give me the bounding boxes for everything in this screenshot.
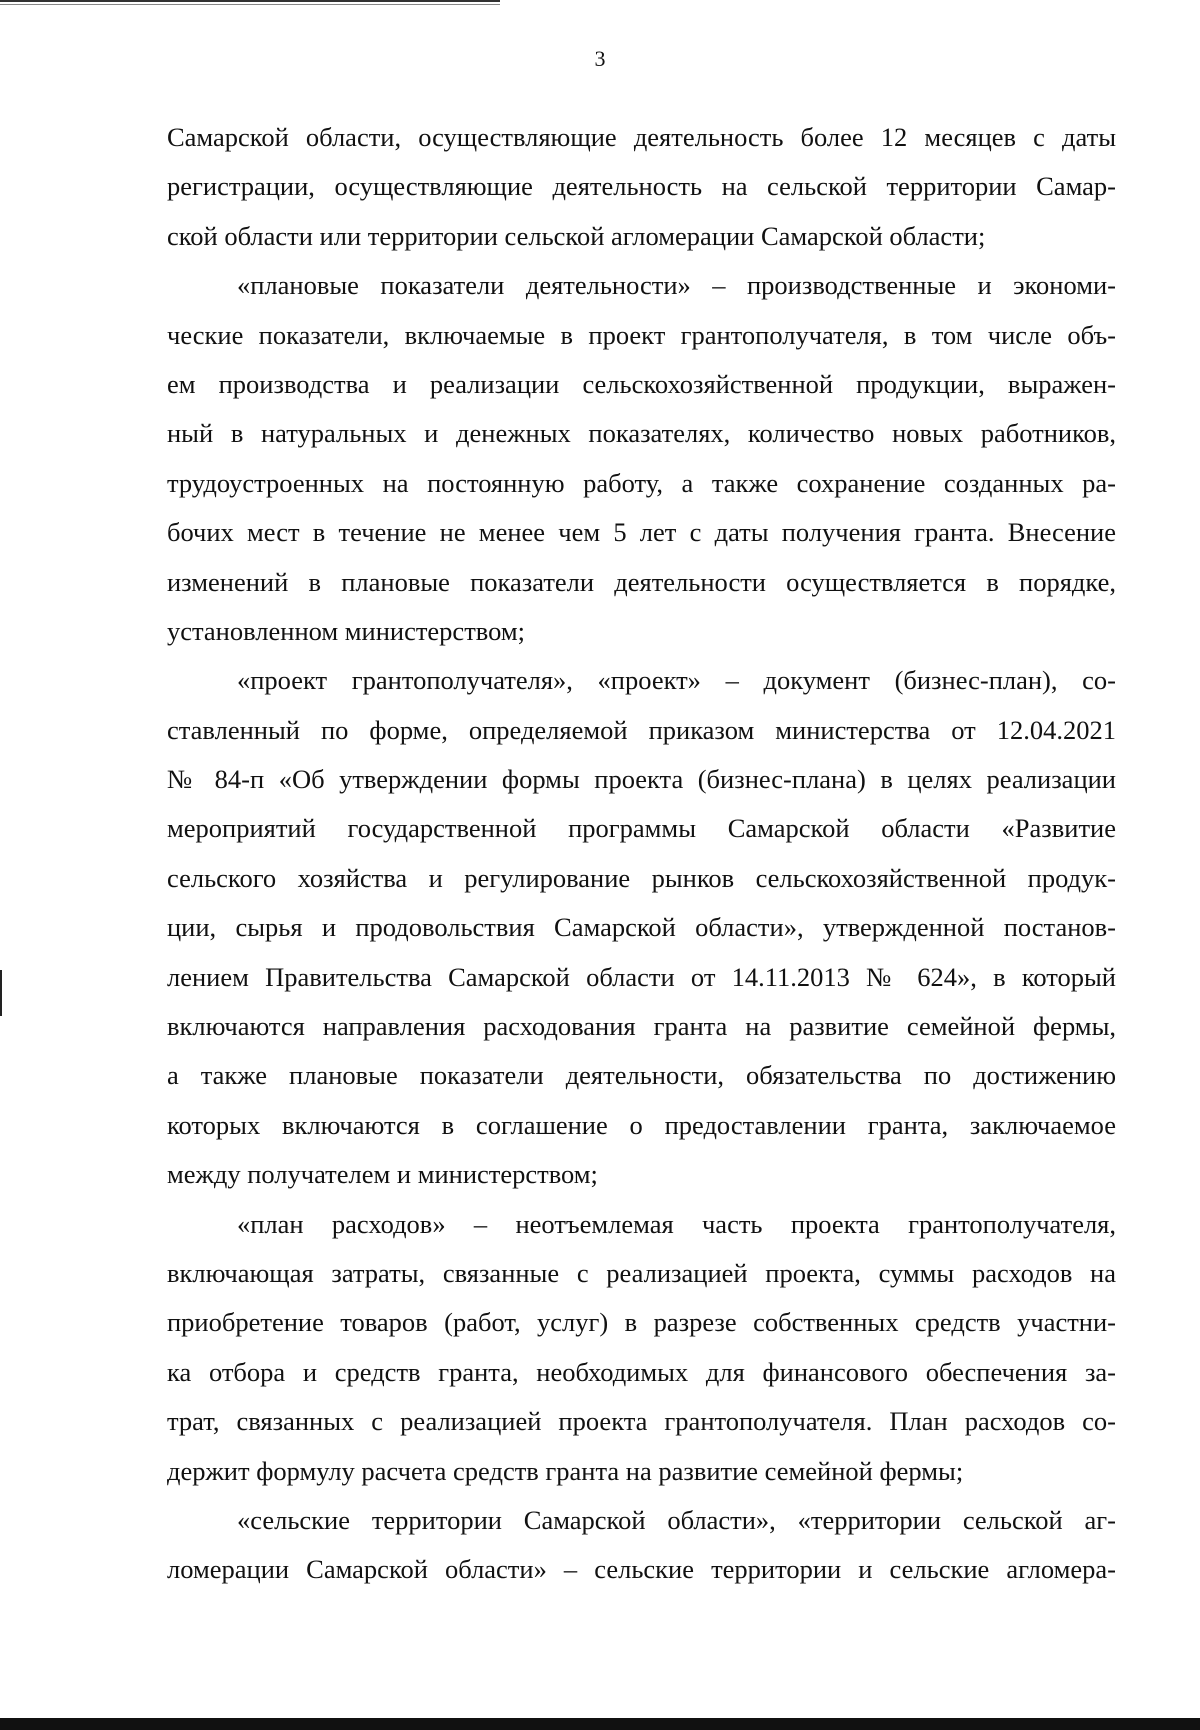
text-line: а также плановые показатели деятельности, обязательства по достижению: [167, 1060, 1116, 1091]
scan-edge-left-mark: [0, 970, 2, 1016]
text-line: трат, связанных с реализацией проекта грантополучателя. План расходов со-: [167, 1406, 1116, 1437]
text-line: «сельские территории Самарской области», «территории сельской аг-: [237, 1504, 1116, 1535]
text-line: «проект грантополучателя», «проект» – документ (бизнес-план), со-: [237, 665, 1116, 696]
scan-edge-bottom: [0, 1718, 1200, 1730]
text-line: Самарской области, осуществляющие деятельность более 12 месяцев с даты: [167, 122, 1116, 152]
text-line: ставленный по форме, определяемой приказом министерства от 12.04.2021: [167, 714, 1116, 745]
text-line: лением Правительства Самарской области от 14.11.2013 № 624», в который: [167, 961, 1116, 992]
text-line: ской области или территории сельской агломерации Самарской области;: [167, 220, 986, 251]
text-line: ции, сырья и продовольствия Самарской области», утвержденной постанов-: [167, 912, 1116, 943]
text-line: включающая затраты, связанные с реализацией проекта, суммы расходов на: [167, 1257, 1116, 1288]
text-line: «план расходов» – неотъемлемая часть проекта грантополучателя,: [237, 1208, 1116, 1239]
scan-edge-top-secondary: [0, 4, 500, 5]
text-line: ка отбора и средств гранта, необходимых для финансового обеспечения за-: [167, 1356, 1116, 1387]
text-line: держит формулу расчета средств гранта на развитие семейной фермы;: [167, 1455, 964, 1486]
text-line: ный в натуральных и денежных показателях, количество новых работников,: [167, 418, 1116, 449]
text-line: трудоустроенных на постоянную работу, а также сохранение созданных ра-: [167, 467, 1116, 498]
text-line: сельского хозяйства и регулирование рынков сельскохозяйственной продук-: [167, 862, 1116, 893]
text-line: изменений в плановые показатели деятельности осуществляется в порядке,: [167, 566, 1116, 597]
text-line: приобретение товаров (работ, услуг) в разрезе собственных средств участни-: [167, 1307, 1116, 1338]
text-line: ем производства и реализации сельскохозяйственной продукции, выражен-: [167, 368, 1116, 399]
text-line: ческие показатели, включаемые в проект грантополучателя, в том числе объ-: [167, 319, 1116, 350]
text-line: между получателем и министерством;: [167, 1159, 598, 1190]
text-line: установленном министерством;: [167, 615, 525, 646]
text-line: которых включаются в соглашение о предоставлении гранта, заключаемое: [167, 1109, 1116, 1140]
text-line: включаются направления расходования гранта на развитие семейной фермы,: [167, 1011, 1116, 1042]
text-line: № 84-п «Об утверждении формы проекта (бизнес-плана) в целях реализации: [167, 764, 1116, 795]
text-line: мероприятий государственной программы Самарской области «Развитие: [167, 813, 1116, 844]
text-line: регистрации, осуществляющие деятельность на сельской территории Самар-: [167, 171, 1116, 202]
scan-edge-top: [0, 0, 500, 2]
page-number: 3: [594, 46, 606, 71]
text-line: «плановые показатели деятельности» – производственные и экономи-: [237, 270, 1116, 301]
document-body: [167, 113, 1116, 1595]
text-line: бочих мест в течение не менее чем 5 лет с даты получения гранта. Внесение: [167, 517, 1116, 548]
text-line: ломерации Самарской области» – сельские территории и сельские агломера-: [167, 1554, 1116, 1585]
